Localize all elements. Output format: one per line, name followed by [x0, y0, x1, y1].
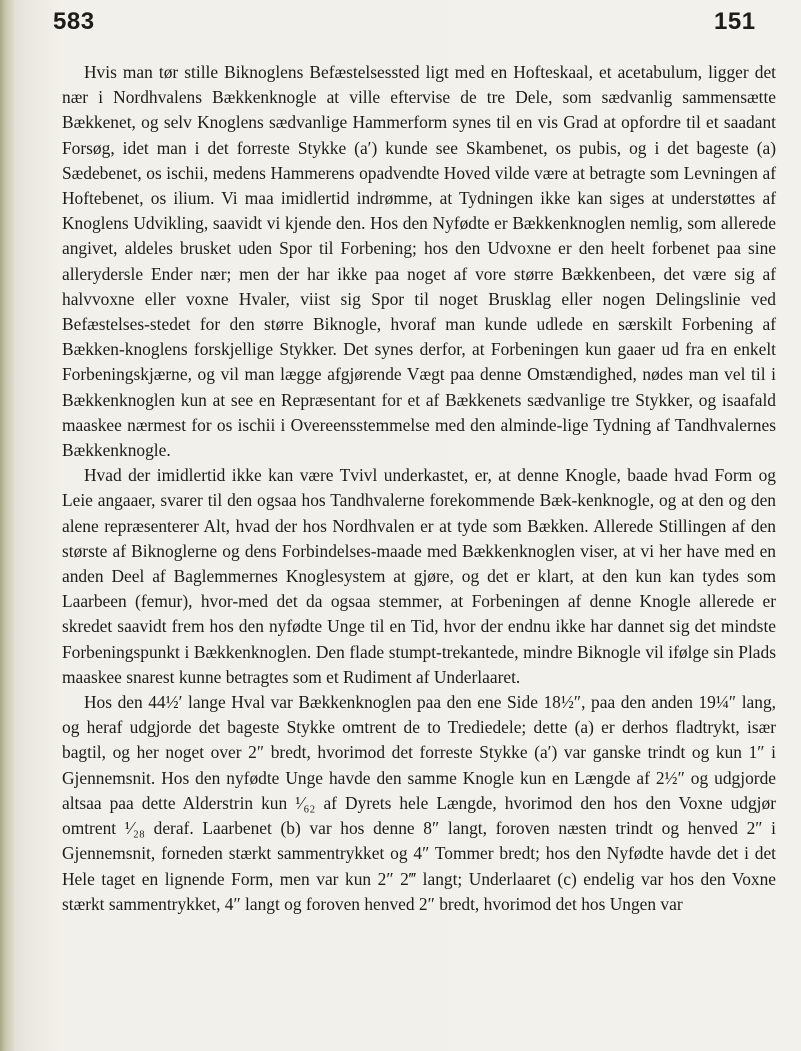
paragraph-2: Hvad der imidlertid ikke kan være Tvivl underkastet, er, at denne Knogle, baade hvad Form og Leie angaaer, svarer til den ogsaa hos Tandhvalerne forekommende Bæk-kenknogle, og at den og den alene repræsenterer Alt, hvad der hos Nordhvalen er at tyde som Bækken. Allerede Stillingen af den største af Biknoglerne og dens Forbindelses-maade med Bækkenknoglen viser, at vi her have med en anden Deel af Baglemmernes Knoglesystem at gjøre, og det er klart, at den kun kan tydes som Laarbeen (femur), hvor-med det da ogsaa stemmer, at Forbeningen af denne Knogle allerede er skredet saavidt frem hos den nyfødte Unge til en Tid, hvor der endnu ikke har dannet sig det mindste Forbeningspunkt i Bækkenknoglen. Den flade stumpt-trekantede, mindre Biknogle vil ifølge sin Plads maaskee snarest kunne betragtes som et Rudiment af Underlaaret. — [62, 465, 776, 687]
page-number-left: 583 — [53, 8, 95, 35]
body-text — [62, 60, 776, 917]
page-spine-shadow — [0, 0, 14, 1051]
page-number-right: 151 — [714, 8, 756, 35]
paragraph-3: Hos den 44½′ lange Hval var Bækkenknoglen paa den ene Side 18½″, paa den anden 19¼″ lang, og heraf udgjorde det bageste Stykke omtrent de to Trediedele; dette (a) er derhos fladtrykt, især bagtil, og her noget over 2″ bredt, hvorimod det forreste Stykke (a′) var ganske trindt og kun 1″ i Gjennemsnit. Hos den nyfødte Unge havde den samme Knogle kun en Længde af 2½″ og udgjorde altsaa paa dette Alderstrin kun ¹⁄₆₂ af Dyrets hele Længde, hvorimod den hos den Voxne udgjør omtrent ¹⁄₂₈ deraf. Laarbenet (b) var hos denne 8″ langt, foroven næsten trindt og henved 2″ i Gjennemsnit, forneden stærkt sammentrykket og 4″ Tommer bredt; hos den Nyfødte havde det i det Hele taget en lignende Form, men var kun 2″ 2‴ langt; Underlaaret (c) endelig var hos den Voxne stærkt sammentrykket, 4″ langt og foroven henved 2″ bredt, hvorimod det hos Ungen var — [62, 692, 776, 914]
paragraph-1: Hvis man tør stille Biknoglens Befæstelsessted ligt med en Hofteskaal, et acetabulum, ligger det nær i Nordhvalens Bækkenknogle at ville eftervise de tre Dele, som sædvanlig sammensætte Bækkenet, og selv Knoglens sædvanlige Hammerform synes til en vis Grad at opfordre til et saadant Forsøg, idet man i det forreste Stykke (a′) kunde see Skambenet, os pubis, og i det bageste (a) Sædebenet, os ischii, medens Hammerens opadvendte Hoved vilde være at betragte som Levningen af Hoftebenet, os ilium. Vi maa imidlertid indrømme, at Tydningen ikke kan siges at understøttes af Knoglens Udvikling, saavidt vi kjende den. Hos den Nyfødte er Bækkenknoglen nemlig, som allerede angivet, aldeles brusket uden Spor til Forbening; hos den Udvoxne er den heelt forbenet paa sine allerydersle Ender nær; men der har ikke paa noget af vore større Bækkenbeen, det være sig af halvvoxne eller voxne Hvaler, viist sig Spor til noget Brusklag eller nogen Delingslinie ved Befæstelses-stedet for den større Biknogle, hvoraf man kunde udlede en særskilt Forbening af Bækken-knoglens forskjellige Stykker. Det synes derfor, at Forbeningen kun gaaer ud fra en enkelt Forbeningskjærne, og vil man lægge afgjørende Vægt paa denne Omstændighed, nødes man vel til i Bækkenknoglen kun at see en Repræsentant for et af Bækkenets sædvanlige tre Stykker, og isaafald maaskee nærmest for os ischii i Overeensstemmelse med den alminde-lige Tydning af Tandhvalernes Bækkenknogle. — [62, 62, 776, 461]
